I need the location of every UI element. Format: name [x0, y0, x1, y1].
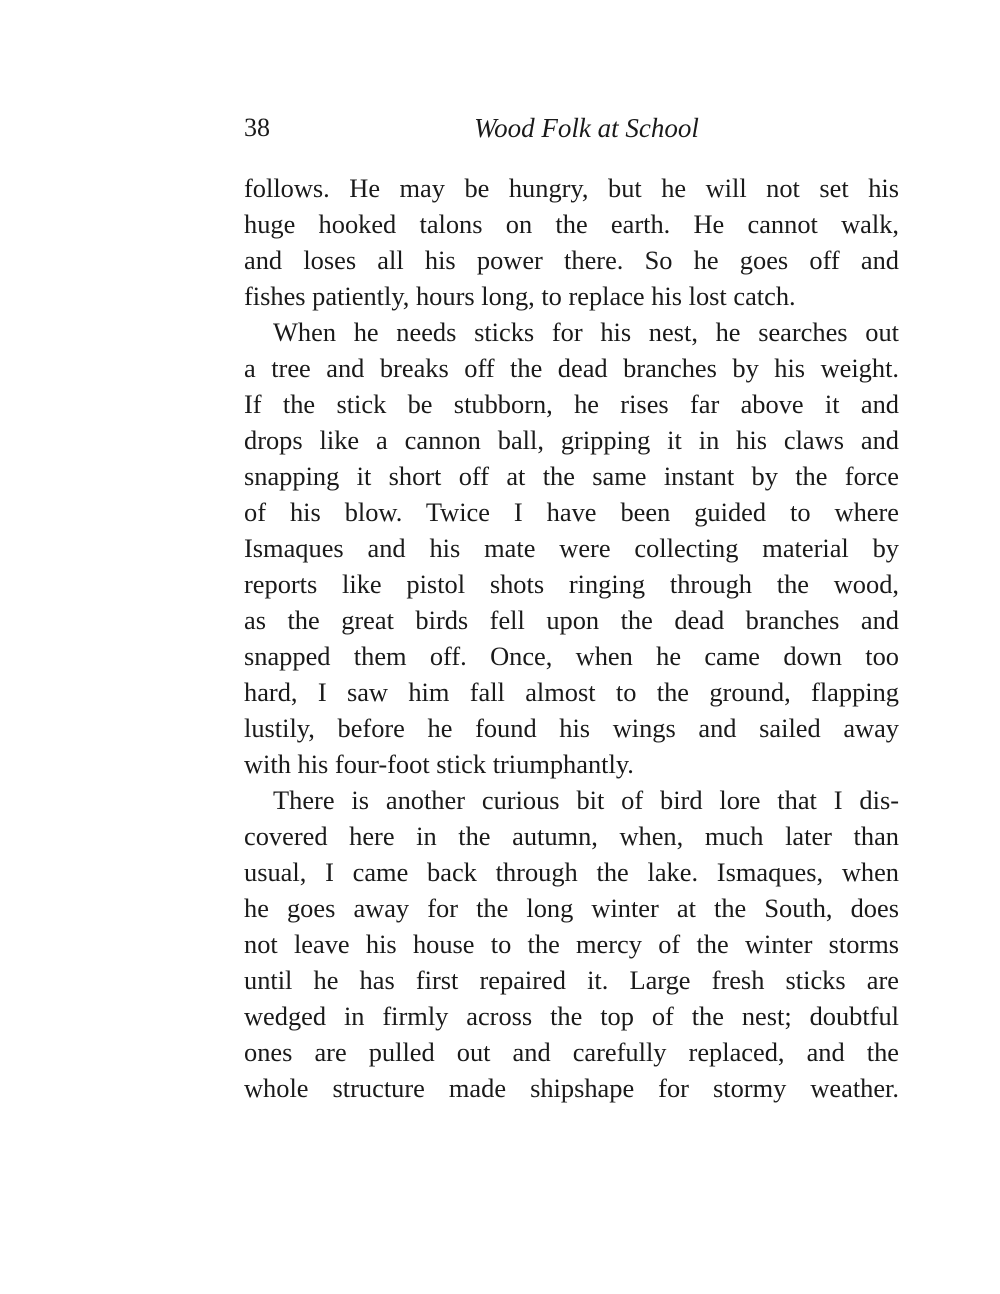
- text-line: usual, I came back through the lake. Ismaques, when: [244, 857, 899, 887]
- page-number: 38: [244, 113, 270, 142]
- text-line: Ismaques and his mate were collecting material by: [244, 533, 899, 563]
- text-line: he goes away for the long winter at the South, does: [244, 893, 899, 923]
- text-line: wedged in firmly across the top of the nest; doubtful: [244, 1001, 899, 1031]
- text-line: hard, I saw him fall almost to the ground, flapping: [244, 677, 899, 707]
- text-line: and loses all his power there. So he goes off and: [244, 245, 899, 275]
- text-line: When he needs sticks for his nest, he searches out: [273, 317, 899, 347]
- text-line: fishes patiently, hours long, to replace his lost catch.: [244, 281, 796, 311]
- text-line: huge hooked talons on the earth. He cannot walk,: [244, 209, 899, 239]
- text-line: a tree and breaks off the dead branches by his weight.: [244, 353, 899, 383]
- text-line: ones are pulled out and carefully replaced, and the: [244, 1037, 899, 1067]
- text-line: of his blow. Twice I have been guided to where: [244, 497, 899, 527]
- text-line: with his four-foot stick triumphantly.: [244, 749, 634, 779]
- text-line: whole structure made shipshape for stormy weather.: [244, 1073, 899, 1103]
- body-text: [244, 170, 899, 1106]
- text-line: drops like a cannon ball, gripping it in his claws and: [244, 425, 899, 455]
- text-line: If the stick be stubborn, he rises far above it and: [244, 389, 899, 419]
- text-line: follows. He may be hungry, but he will not set his: [244, 173, 899, 203]
- text-line: reports like pistol shots ringing through the wood,: [244, 569, 899, 599]
- text-line: snapped them off. Once, when he came down too: [244, 641, 899, 671]
- text-line: lustily, before he found his wings and sailed away: [244, 713, 899, 743]
- text-line: snapping it short off at the same instant by the force: [244, 461, 899, 491]
- page-header: [244, 108, 899, 148]
- text-line: covered here in the autumn, when, much later than: [244, 821, 899, 851]
- text-line: not leave his house to the mercy of the winter storms: [244, 929, 899, 959]
- text-line: until he has first repaired it. Large fresh sticks are: [244, 965, 899, 995]
- text-line: There is another curious bit of bird lore that I dis-: [273, 785, 899, 815]
- text-line: as the great birds fell upon the dead branches and: [244, 605, 899, 635]
- running-title: Wood Folk at School: [474, 113, 699, 143]
